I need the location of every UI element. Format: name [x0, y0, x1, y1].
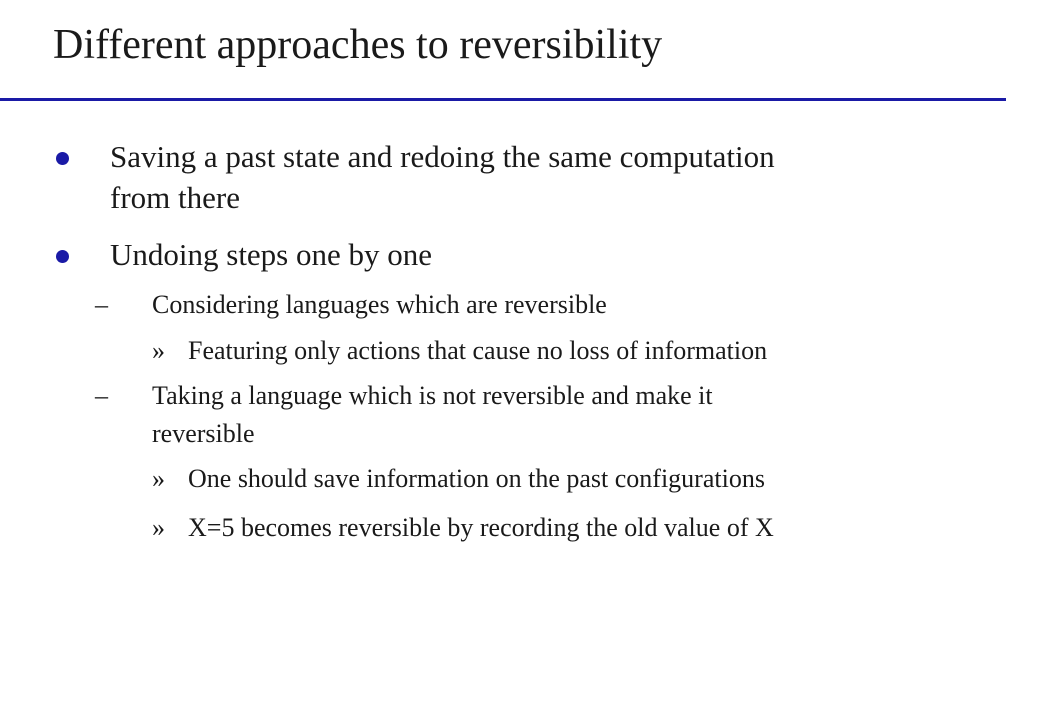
bullet-1-line-2: from there	[110, 180, 240, 215]
sub-sub-item-1-line-1: Featuring only actions that cause no loss of information	[188, 336, 768, 365]
bullet-2-line-1: Undoing steps one by one	[110, 237, 433, 272]
chevron-marker: »	[152, 336, 165, 365]
sub-item-1-line-1: Considering languages which are reversible	[152, 290, 607, 319]
dash-marker: –	[95, 290, 108, 319]
slide-title: Different approaches to reversibility	[53, 22, 663, 68]
chevron-marker: »	[152, 513, 165, 542]
sub-item-2-line-2: reversible	[152, 419, 255, 448]
bullet-dot-icon	[56, 250, 69, 263]
bullet-dot-icon	[56, 152, 69, 165]
sub-sub-item-3-line-1: X=5 becomes reversible by recording the old value of X	[188, 513, 774, 542]
sub-item-2-line-1: Taking a language which is not reversible and make it	[152, 381, 713, 410]
chevron-marker: »	[152, 464, 165, 493]
title-underline	[0, 98, 1006, 101]
bullet-1-line-1: Saving a past state and redoing the same computation	[110, 139, 775, 174]
dash-marker: –	[95, 381, 108, 410]
sub-sub-item-2-line-1: One should save information on the past configurations	[188, 464, 765, 493]
